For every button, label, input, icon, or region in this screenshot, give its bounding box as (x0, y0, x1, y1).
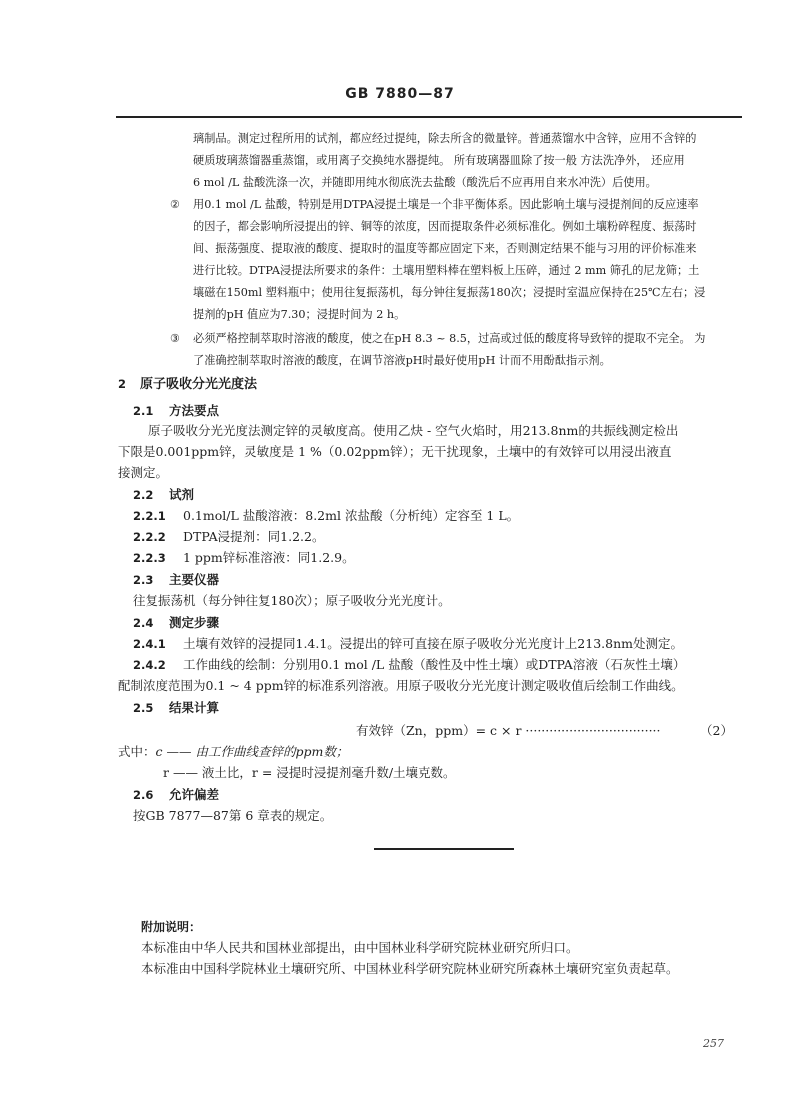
list-item (133, 547, 355, 569)
formula-number: （2） (700, 723, 733, 738)
subsection-number: 2.1 (133, 404, 154, 418)
item-number: 2.4.2 (133, 658, 166, 672)
item-number: 2.2.3 (133, 551, 166, 565)
note-line: 必须严格控制萃取时溶液的酸度，使之在pH 8.3 ~ 8.5，过高或过低的酸度将导致锌的提取不完全。 为 (193, 332, 706, 345)
section-number: 2 (118, 377, 127, 391)
item-text: DTPA浸提剂：同1.2.2。 (183, 529, 325, 544)
list-item (133, 505, 519, 527)
list-item (133, 654, 685, 676)
subsection-title: 结果计算 (169, 700, 220, 715)
where-c: c —— 由工作曲线查锌的ppm数； (155, 744, 349, 759)
note-line: 的因子，都会影响所浸提出的锌、铜等的浓度，因而提取条件必须标准化。例如土壤粉碎程度、振荡时 (193, 220, 697, 233)
item-number: 2.4.1 (133, 637, 166, 651)
item-text: 土壤有效锌的浸提同1.4.1。浸提出的锌可直接在原子吸收分光光度计上213.8nm处测定。 (183, 636, 683, 651)
additional-line: 本标准由中华人民共和国林业部提出，由中国林业科学研究院林业研究所归口。 (141, 940, 579, 955)
subsection-heading (133, 784, 219, 806)
note-line: 壤磁在150ml 塑料瓶中；使用往复振荡机，每分钟往复振荡180次；浸提时室温应保持在25℃左右；浸 (193, 286, 706, 299)
continuation-line: 硬质玻璃蒸馏器重蒸馏，或用离子交换纯水器提纯。 所有玻璃器皿除了按一般 方法洗净外， 还应用 (193, 154, 685, 167)
subsection-heading (133, 400, 219, 422)
subsection-number: 2.5 (133, 701, 154, 715)
subsection-number: 2.6 (133, 788, 154, 802)
page-number: 257 (703, 1037, 724, 1050)
where-label: 式中： (118, 744, 156, 759)
paragraph-line: 按GB 7877—87第 6 章表的规定。 (133, 808, 333, 823)
note-line: 用0.1 mol /L 盐酸，特别是用DTPA浸提土壤是一个非平衡体系。因此影响土壤与浸提剂间的反应速率 (193, 198, 699, 211)
note-line: 提剂的pH 值应为7.30；浸提时间为 2 h。 (193, 308, 406, 321)
section-heading (118, 374, 257, 395)
list-item (133, 526, 324, 548)
note-marker-3: ③ (170, 332, 181, 345)
note-line: 间、振荡强度、提取液的酸度、提取时的温度等都应固定下来，否则测定结果不能与习用的评价标准来 (193, 242, 697, 255)
paragraph-line: 往复振荡机（每分钟往复180次）；原子吸收分光光度计。 (133, 593, 451, 608)
subsection-heading (133, 484, 194, 506)
list-item (133, 633, 683, 655)
subsection-title: 试剂 (169, 487, 195, 502)
note-line: 进行比较。DTPA浸提法所要求的条件：土壤用塑料棒在塑料板上压碎，通过 2 mm 筛孔的尼龙筛；土 (193, 264, 700, 277)
paragraph-line: 接测定。 (118, 465, 169, 480)
item-text: 工作曲线的绘制：分别用0.1 mol /L 盐酸（酸性及中性土壤）或DTPA溶液（石灰性土壤） (183, 657, 686, 672)
item-number: 2.2.1 (133, 509, 166, 523)
subsection-heading (133, 569, 219, 591)
end-rule (374, 848, 514, 850)
paragraph-line: 原子吸收分光光度法测定锌的灵敏度高。使用乙炔 - 空气火焰时，用213.8nm的共振线测定检出 (148, 423, 679, 438)
header-rule (116, 116, 742, 118)
paragraph-line: 下限是0.001ppm锌，灵敏度是 1 %（0.02ppm锌）；无干扰现象，土壤中的有效锌可以用浸出液直 (118, 444, 672, 459)
subsection-title: 方法要点 (169, 403, 220, 418)
standard-code-header: GB 7880—87 (345, 86, 455, 102)
section-title: 原子吸收分光光度法 (140, 377, 258, 392)
note-marker-2: ② (170, 198, 181, 211)
subsection-number: 2.2 (133, 488, 154, 502)
additional-line: 本标准由中国科学院林业土壤研究所、中国林业科学研究院林业研究所森林土壤研究室负责起草。 (141, 961, 679, 976)
subsection-heading (133, 612, 219, 634)
where-line (118, 741, 348, 762)
subsection-number: 2.4 (133, 616, 154, 630)
subsection-title: 测定步骤 (169, 615, 220, 630)
note-line: 了准确控制萃取时溶液的酸度，在调节溶液pH时最好使用pH 计而不用酚酞指示剂。 (193, 354, 611, 367)
item-number: 2.2.2 (133, 530, 166, 544)
additional-title: 附加说明： (141, 920, 202, 934)
where-r: r —— 液土比，r = 浸提时浸提剂毫升数/土壤克数。 (163, 765, 456, 780)
subsection-heading (133, 697, 219, 719)
continuation-line: 璃制品。测定过程所用的试剂，都应经过提纯，除去所含的微量锌。普通蒸馏水中含锌，应用不含锌的 (193, 132, 697, 145)
item-text: 1 ppm锌标准溶液：同1.2.9。 (183, 550, 355, 565)
paragraph-line: 配制浓度范围为0.1 ~ 4 ppm锌的标准系列溶液。用原子吸收分光光度计测定吸收值后绘制工作曲线。 (118, 678, 684, 693)
continuation-line: 6 mol /L 盐酸洗涤一次，并随即用纯水彻底洗去盐酸（酸洗后不应再用自来水冲洗）后使用。 (193, 176, 657, 189)
formula: 有效锌（Zn，ppm）= c × r ·································· (356, 723, 661, 738)
subsection-number: 2.3 (133, 573, 154, 587)
item-text: 0.1mol/L 盐酸溶液：8.2ml 浓盐酸（分析纯）定容至 1 L。 (183, 508, 520, 523)
subsection-title: 允许偏差 (169, 787, 220, 802)
subsection-title: 主要仪器 (169, 572, 220, 587)
